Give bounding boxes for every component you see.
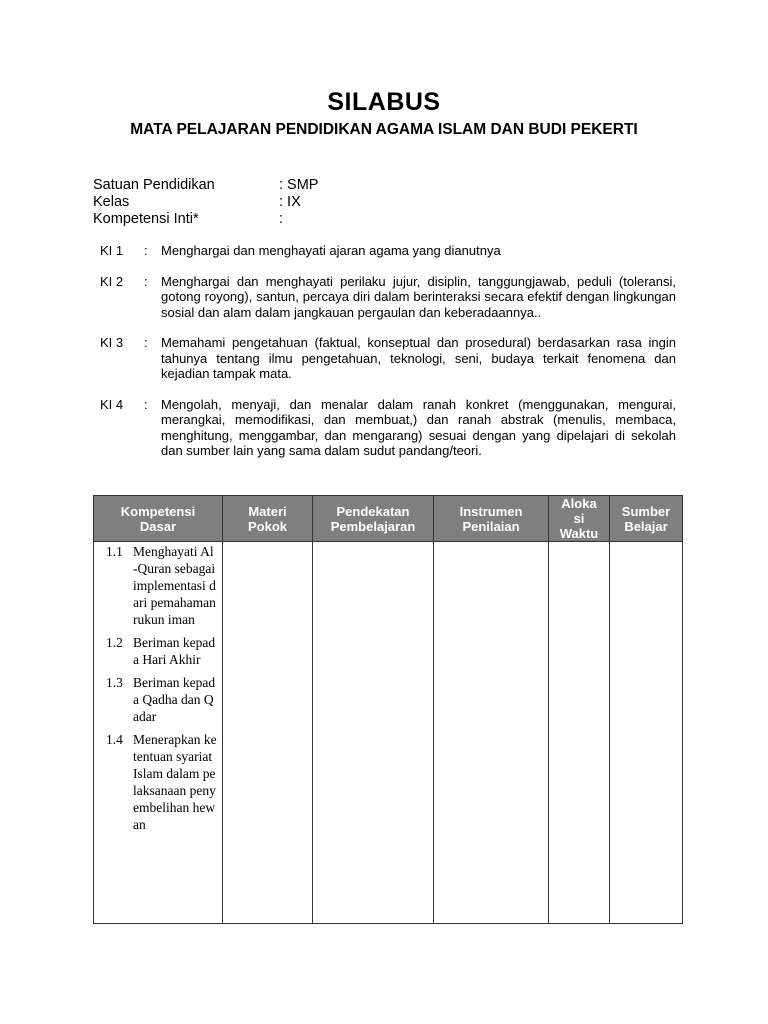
info-value: : SMP (279, 177, 319, 193)
kd-number: 1.3 (106, 675, 123, 690)
header-instrumen-penilaian: Instrumen Penilaian (434, 496, 549, 542)
ki-separator: : (144, 273, 148, 289)
info-row-satuan-pendidikan (93, 177, 318, 194)
info-label: Satuan Pendidikan (93, 177, 215, 193)
ki-code: KI 1 (100, 243, 124, 258)
ki-separator: : (144, 243, 148, 258)
kd-text: Menghayati Al-Quran sebagai implementasi dari pemahaman rukun iman (133, 544, 216, 627)
kd-number: 1.4 (106, 732, 123, 747)
table-row (94, 542, 683, 924)
cell-alokasi-waktu (549, 542, 610, 924)
ki-text: Menghargai dan menghayati perilaku jujur, disiplin, tanggungjawab, peduli (toleransi, gotong royong), santun, percaya diri dalam berinteraksi secara efektif dengan lingkungan sosial dan alam dalam jangkauan pergaulan dan keberadaannya.. (161, 273, 676, 320)
info-value: : (279, 211, 284, 227)
ki-code: KI 4 (100, 396, 124, 412)
info-value: : IX (279, 194, 301, 210)
table-header-row (94, 496, 683, 542)
ki-item-2 (100, 274, 676, 321)
ki-item-3 (100, 335, 676, 382)
kd-item (106, 543, 218, 628)
kd-list (94, 542, 222, 833)
cell-sumber-belajar (610, 542, 683, 924)
kompetensi-inti-list (100, 243, 676, 474)
document-subtitle: MATA PELAJARAN PENDIDIKAN AGAMA ISLAM DAN BUDI PEKERTI (130, 121, 638, 138)
kd-item (106, 634, 218, 668)
kd-item (106, 731, 218, 833)
kd-item (106, 674, 218, 725)
document-info (93, 177, 318, 228)
document-title: SILABUS (327, 88, 441, 116)
ki-item-4 (100, 397, 676, 459)
info-row-kompetensi-inti (93, 211, 318, 228)
ki-code: KI 3 (100, 335, 124, 350)
ki-item-1 (100, 243, 676, 259)
cell-pendekatan-pembelajaran (313, 542, 434, 924)
header-materi-pokok: Materi Pokok (223, 496, 313, 542)
ki-text: Memahami pengetahuan (faktual, konseptual dan prosedural) berdasarkan rasa ingin tahunya tentang ilmu pengetahuan, teknologi, seni, budaya terkait fenomena dan kejadian tampak mata. (161, 335, 676, 381)
kd-number: 1.1 (106, 544, 123, 559)
info-label: Kelas (93, 194, 130, 210)
kd-text: Beriman kepada Hari Akhir (133, 635, 216, 667)
syllabus-table (93, 495, 683, 924)
header-kompetensi-dasar: Kompetensi Dasar (94, 496, 223, 542)
header-alokasi-waktu: Aloka si Waktu (549, 496, 610, 542)
ki-text: Mengolah, menyaji, dan menalar dalam ranah konkret (menggunakan, mengurai, merangkai, memodifikasi, dan membuat,) dan ranah abstrak (menulis, membaca, menghitung, menggambar, dan mengarang) sesuai dengan yang dipelajari di sekolah dan sumber lain yang sama dalam sudut pandang/teori. (161, 396, 676, 458)
cell-kompetensi-dasar (94, 542, 223, 924)
header-pendekatan-pembelajaran: Pendekatan Pembelajaran (313, 496, 434, 542)
kd-number: 1.2 (106, 635, 123, 650)
info-label: Kompetensi Inti* (93, 211, 199, 227)
kd-text: Menerapkan ketentuan syariat Islam dalam pelaksanaan penyembelihan hewan (133, 732, 217, 832)
ki-separator: : (144, 335, 148, 350)
info-row-kelas (93, 194, 318, 211)
ki-text: Menghargai dan menghayati ajaran agama yang dianutnya (161, 243, 501, 258)
cell-instrumen-penilaian (434, 542, 549, 924)
cell-materi-pokok (223, 542, 313, 924)
header-sumber-belajar: Sumber Belajar (610, 496, 683, 542)
kd-text: Beriman kepada Qadha dan Qadar (133, 675, 216, 724)
ki-separator: : (144, 396, 148, 412)
ki-code: KI 2 (100, 273, 124, 289)
